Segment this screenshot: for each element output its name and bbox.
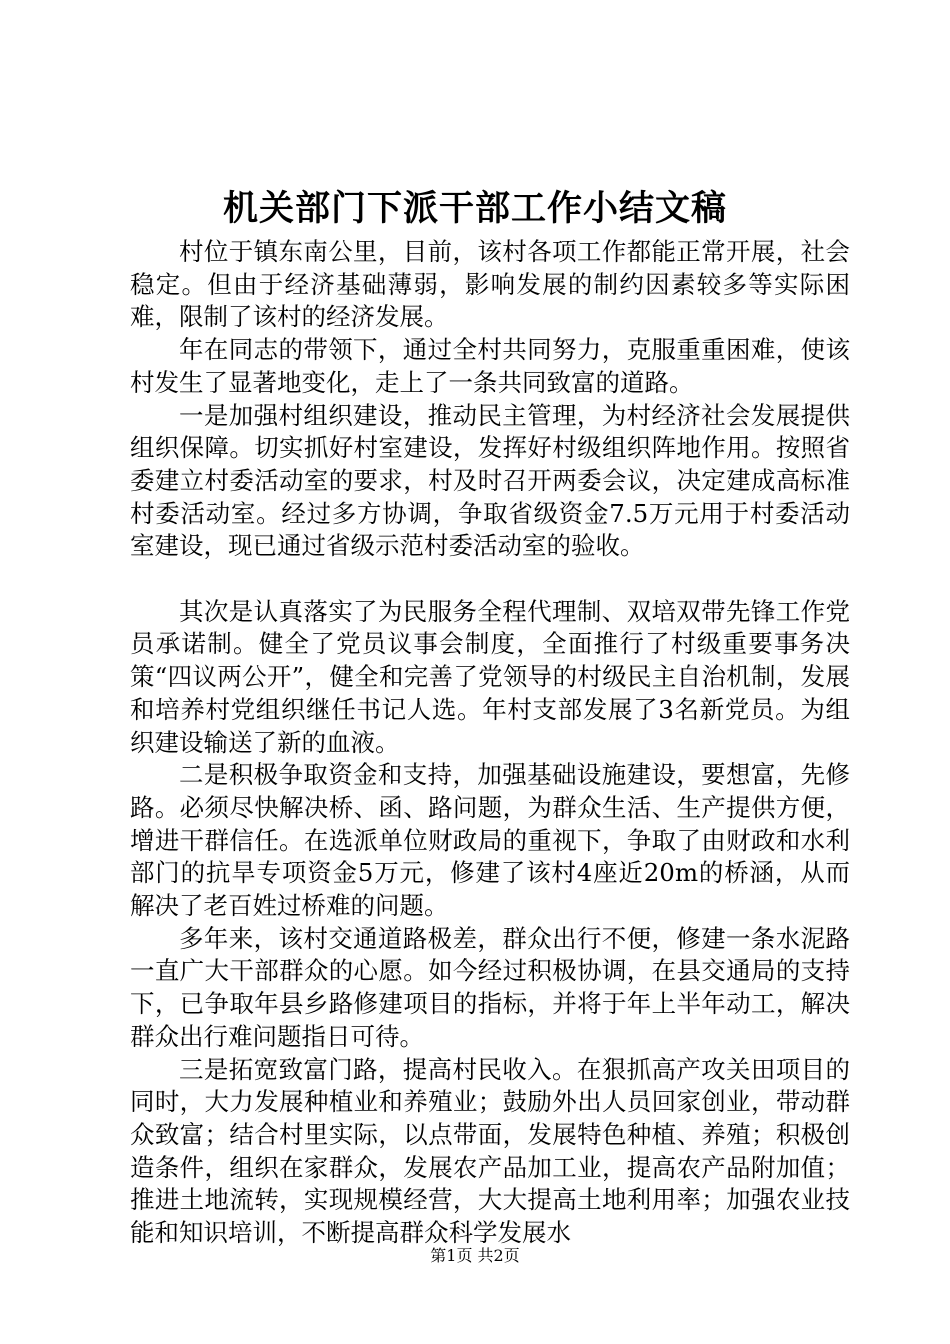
paragraph-road: 多年来，该村交通道路极差，群众出行不便，修建一条水泥路一直广大干部群众的心愿。如今经过积极协调，在县交通局的支持下，已争取年县乡路修建项目的指标，并将于年上半年动工，解决群众出行难问题指日可待。 <box>130 923 850 1051</box>
paragraph-organization: 一是加强村组织建设，推动民主管理，为村经济社会发展提供组织保障。切实抓好村室建设，发挥好村级组织阵地作用。按照省委建立村委活动室的要求，村及时召开两委会议，决定建成高标准村委活动室。经过多方协调，争取省级资金7.5万元用于村委活动室建设，现已通过省级示范村委活动室的验收。 <box>130 400 850 561</box>
paragraph-progress: 年在同志的带领下，通过全村共同努力，克服重重困难，使该村发生了显著地变化，走上了一条共同致富的道路。 <box>130 335 850 397</box>
paragraph-party-members: 其次是认真落实了为民服务全程代理制、双培双带先锋工作党员承诺制。健全了党员议事会制度，全面推行了村级重要事务决策“四议两公开”，健全和完善了党领导的村级民主自治机制，发展和培养村党组织继任书记人选。年村支部发展了3名新党员。为组织建设输送了新的血液。 <box>130 596 850 757</box>
paragraph-infrastructure: 二是积极争取资金和支持，加强基础设施建设，要想富，先修路。必须尽快解决桥、函、路问题，为群众生活、生产提供方便，增进干群信任。在选派单位财政局的重视下，争取了由财政和水利部门的抗旱专项资金5万元，修建了该村4座近20m的桥涵，从而解决了老百姓过桥难的问题。 <box>130 760 850 921</box>
page-number-footer: 第1页 共2页 <box>430 1246 520 1265</box>
paragraph-income: 三是拓宽致富门路，提高村民收入。在狠抓高产攻关田项目的同时，大力发展种植业和养殖业；鼓励外出人员回家创业，带动群众致富；结合村里实际，以点带面，发展特色种植、养殖；积极创造条件，组织在家群众，发展农产品加工业，提高农产品附加值；推进土地流转，实现规模经营，大大提高土地利用率；加强农业技能和知识培训，不断提高群众科学发展水 <box>130 1054 850 1248</box>
paragraph-intro: 村位于镇东南公里，目前，该村各项工作都能正常开展，社会稳定。但由于经济基础薄弱，影响发展的制约因素较多等实际困难，限制了该村的经济发展。 <box>130 237 850 332</box>
document-body <box>130 236 850 1250</box>
document-title: 机关部门下派干部工作小结文稿 <box>222 188 727 229</box>
